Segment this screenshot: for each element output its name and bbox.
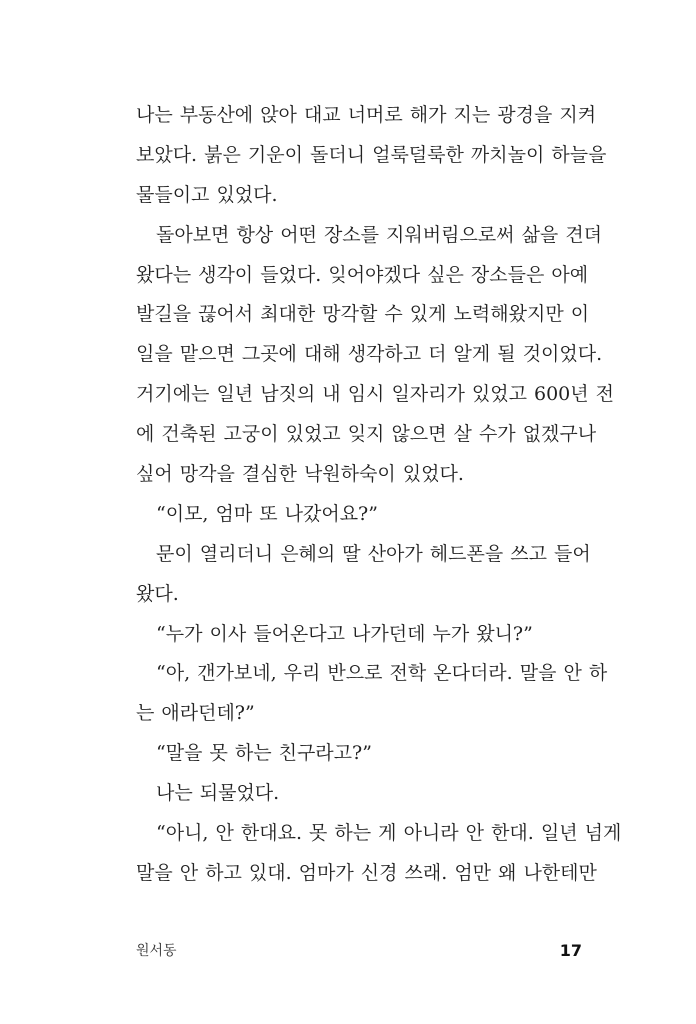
text-line: “이모, 엄마 또 나갔어요?” — [156, 502, 378, 525]
text-line: 문이 열리더니 은혜의 딸 산아가 헤드폰을 쓰고 들어 — [156, 542, 591, 565]
text-line: 에 건축된 고궁이 있었고 잊지 않으면 살 수가 없겠구나 — [136, 423, 597, 446]
text-line: 는 애라던데?” — [136, 702, 255, 725]
text-line: “아, 갠가보네, 우리 반으로 전학 온다더라. 말을 안 하 — [156, 662, 608, 685]
page-footer — [136, 938, 582, 962]
text-line: 왔다. — [136, 582, 179, 605]
text-line: 돌아보면 항상 어떤 장소를 지워버림으로써 삶을 견뎌 — [156, 223, 603, 246]
text-line: 발길을 끊어서 최대한 망각할 수 있게 노력해왔지만 이 — [136, 303, 590, 326]
text-line: “누가 이사 들어온다고 나가던데 누가 왔니?” — [156, 622, 533, 645]
page-number: 17 — [559, 940, 582, 960]
text-line: 왔다는 생각이 들었다. 잊어야겠다 싶은 장소들은 아예 — [136, 263, 589, 286]
text-line: “아니, 안 한대요. 못 하는 게 아니라 안 한대. 일년 넘게 — [156, 822, 622, 845]
running-title: 원서동 — [136, 943, 177, 959]
text-line: 싶어 망각을 결심한 낙원하숙이 있었다. — [136, 463, 464, 486]
text-line: 나는 되물었다. — [156, 782, 280, 805]
text-line: 거기에는 일년 남짓의 내 임시 일자리가 있었고 600년 전 — [136, 383, 615, 406]
text-line: 나는 부동산에 앉아 대교 너머로 해가 지는 광경을 지켜 — [136, 104, 597, 126]
body-text — [136, 96, 622, 894]
text-line: 물들이고 있었다. — [136, 183, 278, 206]
text-line: 말을 안 하고 있대. 엄마가 신경 쓰래. 엄만 왜 나한테만 — [136, 861, 597, 884]
text-line: 보았다. 붉은 기운이 돌더니 얼룩덜룩한 까치놀이 하늘을 — [136, 143, 607, 166]
text-line: “말을 못 하는 친구라고?” — [156, 742, 372, 765]
text-line: 일을 맡으면 그곳에 대해 생각하고 더 알게 될 것이었다. — [136, 343, 603, 366]
